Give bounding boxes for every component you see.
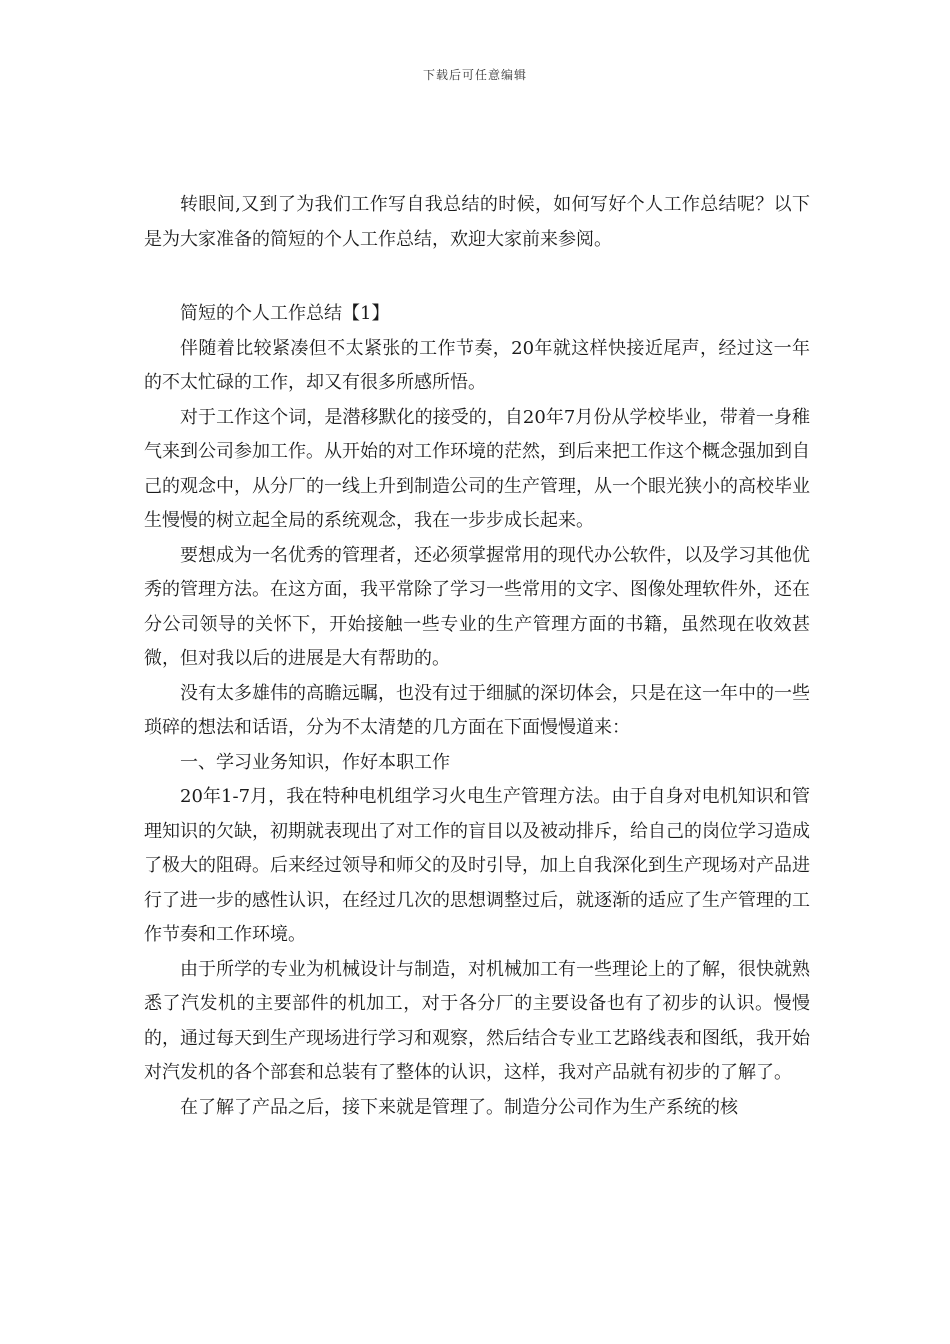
body-paragraph: 伴随着比较紧凑但不太紧张的工作节奏，20年就这样快接近尾声，经过这一年的不太忙碌的工作，却又有很多所感所悟。 <box>144 337 810 393</box>
body-paragraph: 没有太多雄伟的高瞻远瞩，也没有过于细腻的深切体会，只是在这一年中的一些琐碎的想法和话语，分为不太清楚的几方面在下面慢慢道来： <box>144 682 810 738</box>
body-paragraph: 20年1-7月，我在特种电机组学习火电生产管理方法。由于自身对电机知识和管理知识的欠缺，初期就表现出了对工作的盲目以及被动排斥，给自己的岗位学习造成了极大的阻碍。后来经过领导和师父的及时引导，加上自我深化到生产现场对产品进行了进一步的感性认识，在经过几次的思想调整过后，就逐渐的适应了生产管理的工作节奏和工作环境。 <box>144 786 810 945</box>
subheading: 一、学习业务知识，作好本职工作 <box>180 751 450 773</box>
page-header-note: 下载后可任意编辑 <box>422 68 527 82</box>
body-paragraph: 在了解了产品之后，接下来就是管理了。制造分公司作为生产系统的核 <box>180 1096 738 1118</box>
intro-paragraph: 转眼间,又到了为我们工作写自我总结的时候，如何写好个人工作总结呢？以下是为大家准备的简短的个人工作总结，欢迎大家前来参阅。 <box>144 194 810 250</box>
body-paragraph: 要想成为一名优秀的管理者，还必须掌握常用的现代办公软件，以及学习其他优秀的管理方法。在这方面，我平常除了学习一些常用的文字、图像处理软件外，还在分公司领导的关怀下，开始接触一些专业的生产管理方面的书籍，虽然现在收效甚微，但对我以后的进展是大有帮助的。 <box>144 544 810 669</box>
document-body <box>144 188 810 1125</box>
body-paragraph: 由于所学的专业为机械设计与制造，对机械加工有一些理论上的了解，很快就熟悉了汽发机的主要部件的机加工，对于各分厂的主要设备也有了初步的认识。慢慢的，通过每天到生产现场进行学习和观察，然后结合专业工艺路线表和图纸，我开始对汽发机的各个部套和总装有了整体的认识，这样，我对产品就有初步的了解了。 <box>144 958 810 1083</box>
section-title: 简短的个人工作总结【1】 <box>180 303 390 324</box>
body-paragraph: 对于工作这个词，是潜移默化的接受的，自20年7月份从学校毕业，带着一身稚气来到公司参加工作。从开始的对工作环境的茫然，到后来把工作这个概念强加到自己的观念中，从分厂的一线上升到制造公司的生产管理，从一个眼光狭小的高校毕业生慢慢的树立起全局的系统观念，我在一步步成长起来。 <box>144 406 810 531</box>
